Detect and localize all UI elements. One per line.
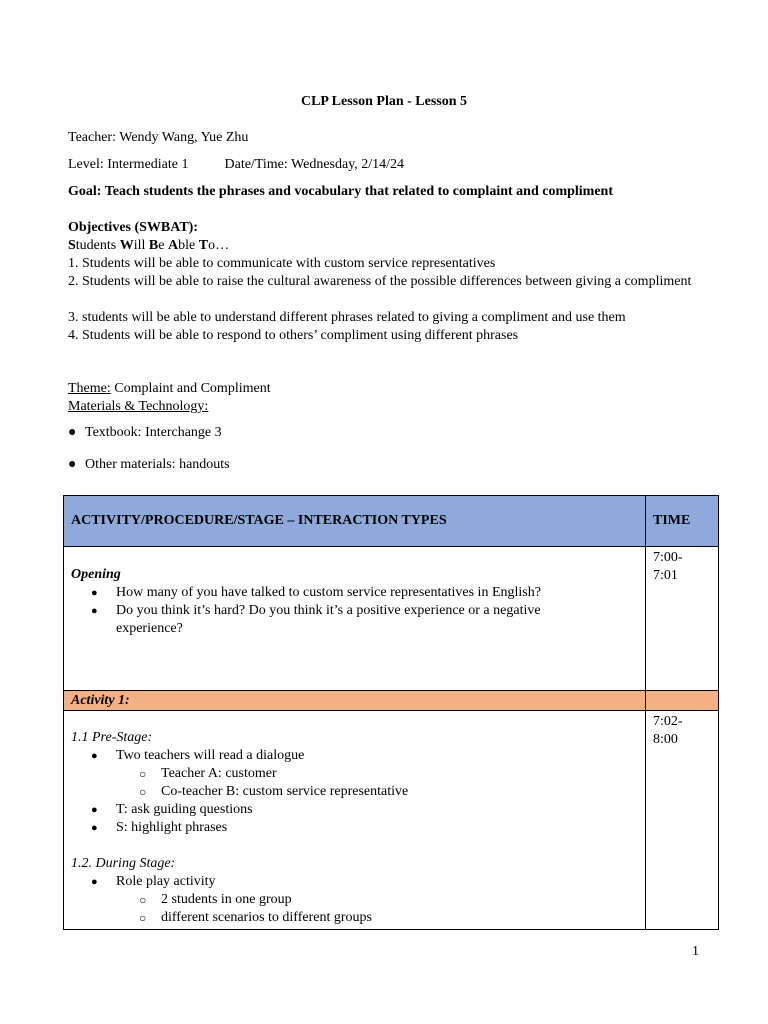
activity1-cell (64, 711, 646, 930)
activity-header: ACTIVITY/PROCEDURE/STAGE – INTERACTION TYPES (64, 496, 646, 547)
list-item: ○ Teacher A: customer (71, 765, 638, 783)
list-item: ● How many of you have talked to custom service representatives in English? (71, 584, 638, 602)
list-item: ● S: highlight phrases (71, 819, 638, 837)
goal-line: Goal: Teach students the phrases and vocabulary that related to complaint and compliment (68, 184, 613, 199)
swbat-expansion: Students Will Be Able To… (68, 238, 230, 253)
list-item: ● T: ask guiding questions (71, 801, 638, 819)
list-item: ● Do you think it’s hard? Do you think it’s a positive experience or a negative experience? (71, 602, 638, 638)
opening-cell (64, 547, 646, 691)
list-item: ○ Co-teacher B: custom service representative (71, 783, 638, 801)
page-number: 1 (692, 944, 699, 959)
time-header: TIME (646, 496, 719, 547)
during-stage-label: 1.2. During Stage: (71, 856, 176, 871)
materials-item: ● Other materials: handouts (68, 457, 230, 472)
opening-label: Opening (71, 567, 121, 582)
pre-stage-label: 1.1 Pre-Stage: (71, 730, 153, 745)
page-title: CLP Lesson Plan - Lesson 5 (300, 94, 468, 109)
theme-value: Complaint and Compliment (110, 381, 271, 396)
teacher-line: Teacher: Wendy Wang, Yue Zhu (68, 130, 249, 145)
activity1-label-cell: Activity 1: (64, 691, 646, 711)
list-item: ● Two teachers will read a dialogue (71, 747, 638, 765)
objective-item: 3. students will be able to understand different phrases related to giving a compliment and use them (68, 310, 626, 325)
activity1-time-cell: 7:02- 8:00 (646, 711, 719, 930)
bullet-icon: ● (68, 457, 77, 472)
activity1-label-time-cell (646, 691, 719, 711)
lesson-plan-table (63, 495, 719, 930)
opening-time-cell: 7:00- 7:01 (646, 547, 719, 691)
list-item: ● Role play activity (71, 873, 638, 891)
datetime-text: Date/Time: Wednesday, 2/14/24 (224, 157, 405, 172)
table-row-activity1 (64, 711, 719, 930)
materials-item: ● Textbook: Interchange 3 (68, 425, 222, 440)
objective-item: 2. Students will be able to raise the cultural awareness of the possible differences between giving a compliment (68, 274, 692, 289)
theme-line (68, 380, 271, 398)
objectives-heading: Objectives (SWBAT): (68, 220, 198, 235)
objective-item: 1. Students will be able to communicate with custom service representatives (68, 256, 496, 271)
table-row-activity-label (64, 691, 719, 711)
level-line (68, 156, 404, 174)
objective-item: 4. Students will be able to respond to others’ compliment using different phrases (68, 328, 519, 343)
list-item: ○ 2 students in one group (71, 891, 638, 909)
level-text: Level: Intermediate 1 (68, 157, 189, 172)
table-row-opening (64, 547, 719, 691)
theme-label: Theme: (68, 381, 111, 396)
bullet-icon: ● (68, 425, 77, 440)
materials-label: Materials & Technology: (68, 399, 209, 414)
table-header-row (64, 496, 719, 547)
list-item: ○ different scenarios to different groups (71, 909, 638, 927)
